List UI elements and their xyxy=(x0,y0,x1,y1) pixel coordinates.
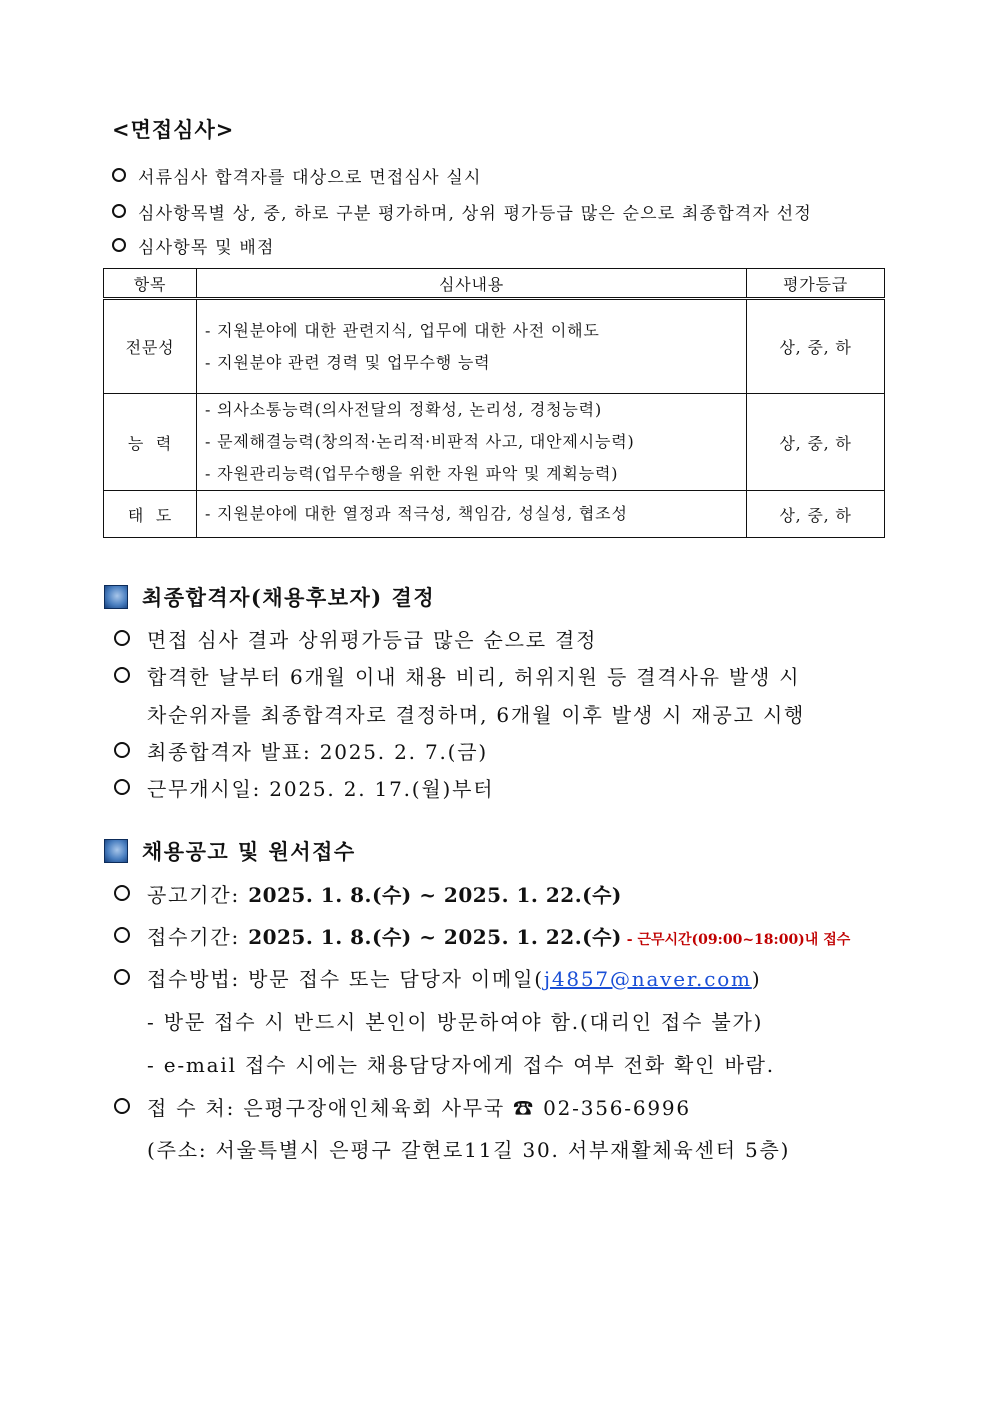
circle-bullet-icon xyxy=(114,1098,130,1114)
evaluation-table xyxy=(103,268,885,538)
phone-icon: ☎ xyxy=(513,1096,535,1120)
circle-bullet-icon xyxy=(114,927,130,943)
circle-bullet-icon xyxy=(112,238,126,252)
table-row xyxy=(104,491,885,538)
row-content: - 지원분야에 대한 열정과 적극성, 책임감, 성실성, 협조성 xyxy=(197,491,747,538)
notice-period: 공고기간: 2025. 1. 8.(수) ~ 2025. 1. 22.(수) xyxy=(114,879,622,908)
circle-bullet-icon xyxy=(114,667,130,683)
receipt-method: 접수방법: 방문 접수 또는 담당자 이메일(j4857@naver.com) xyxy=(114,963,761,992)
method-sub-note: - 방문 접수 시 반드시 본인이 방문하여야 함.(대리인 접수 불가) xyxy=(147,1010,764,1034)
row-grade: 상, 중, 하 xyxy=(747,299,885,394)
circle-bullet-icon xyxy=(114,885,130,901)
section-title-recruit: 채용공고 및 원서접수 xyxy=(104,836,356,866)
row-content: - 의사소통능력(의사전달의 정확성, 논리성, 경청능력) - 문제해결능력(창의적·논리적·비판적 사고, 대안제시능력) - 자원관리능력(업무수행을 위한 자원 파악 및 계획능력) xyxy=(197,394,747,491)
final-item: 최종합격자 발표: 2025. 2. 7.(금) xyxy=(114,736,488,765)
row-category: 능 력 xyxy=(104,394,197,491)
table-row xyxy=(104,299,885,394)
email-link[interactable]: j4857@naver.com xyxy=(543,967,752,991)
row-grade: 상, 중, 하 xyxy=(747,491,885,538)
circle-bullet-icon xyxy=(114,969,130,985)
row-content: - 지원분야에 대한 관련지식, 업무에 대한 사전 이해도 - 지원분야 관련 경력 및 업무수행 능력 xyxy=(197,299,747,394)
final-item-continuation: 차순위자를 최종합격자로 결정하며, 6개월 이후 발생 시 재공고 시행 xyxy=(147,703,806,727)
circle-bullet-icon xyxy=(114,630,130,646)
interview-bullet: 심사항목 및 배점 xyxy=(112,233,275,258)
section-title-interview: <면접심사> xyxy=(112,117,235,142)
interview-bullet: 심사항목별 상, 중, 하로 구분 평가하며, 상위 평가등급 많은 순으로 최종합격자 선정 xyxy=(112,199,812,224)
final-item: 합격한 날부터 6개월 이내 채용 비리, 허위지원 등 결격사유 발생 시 xyxy=(114,661,800,690)
working-hours-note: - 근무시간(09:00~18:00)내 접수 xyxy=(621,932,851,948)
blue-square-icon xyxy=(104,585,128,609)
circle-bullet-icon xyxy=(112,168,126,182)
row-category: 전문성 xyxy=(104,299,197,394)
row-grade: 상, 중, 하 xyxy=(747,394,885,491)
circle-bullet-icon xyxy=(112,204,126,218)
final-item: 근무개시일: 2025. 2. 17.(월)부터 xyxy=(114,773,494,802)
table-header-row xyxy=(104,269,885,299)
row-category: 태 도 xyxy=(104,491,197,538)
header-grade: 평가등급 xyxy=(747,269,885,299)
receipt-period: 접수기간: 2025. 1. 8.(수) ~ 2025. 1. 22.(수) - 근무시간(09:00~18:00)내 접수 xyxy=(114,921,850,950)
circle-bullet-icon xyxy=(114,779,130,795)
final-item: 면접 심사 결과 상위평가등급 많은 순으로 결정 xyxy=(114,624,597,653)
circle-bullet-icon xyxy=(114,742,130,758)
receipt-place: 접 수 처: 은평구장애인체육회 사무국 ☎ 02-356-6996 xyxy=(114,1092,691,1121)
section-title-final: 최종합격자(채용후보자) 결정 xyxy=(104,582,435,612)
address: (주소: 서울특별시 은평구 갈현로11길 30. 서부재활체육센터 5층) xyxy=(147,1138,791,1162)
table-row xyxy=(104,394,885,491)
header-category: 항목 xyxy=(104,269,197,299)
header-content: 심사내용 xyxy=(197,269,747,299)
blue-square-icon xyxy=(104,839,128,863)
interview-bullet: 서류심사 합격자를 대상으로 면접심사 실시 xyxy=(112,163,482,188)
method-sub-note: - e-mail 접수 시에는 채용담당자에게 접수 여부 전화 확인 바람. xyxy=(147,1053,775,1077)
